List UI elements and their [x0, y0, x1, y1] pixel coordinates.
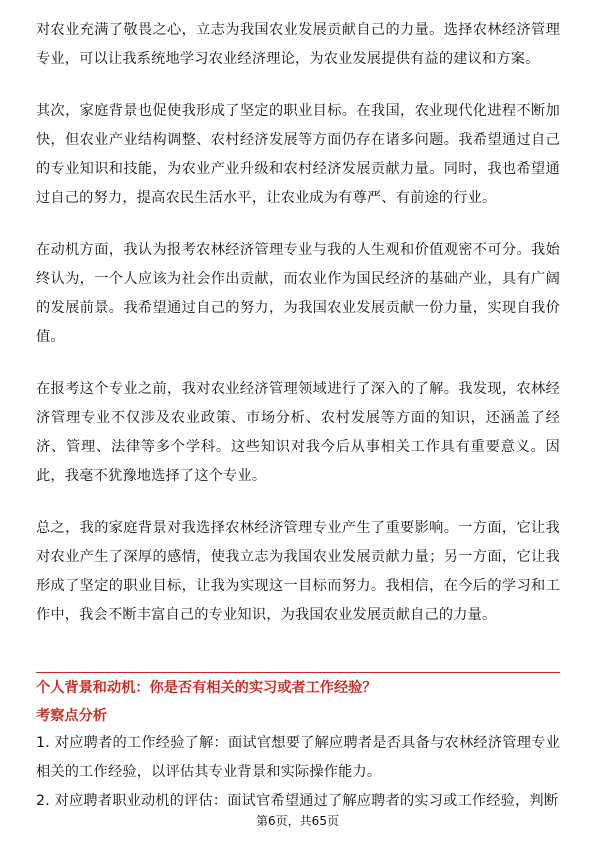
analysis-item-1: 1. 对应聘者的工作经验了解：面试官想要了解应聘者是否具备与农林经济管理专业相关的工作经验，以评估其专业背景和实际操作能力。 [36, 735, 560, 780]
body-text [36, 16, 560, 630]
analysis-item-2: 2. 对应聘者职业动机的评估：面试官希望通过了解应聘者的实习或工作经验，判断 [36, 793, 559, 809]
paragraph-5: 总之，我的家庭背景对我选择农林经济管理专业产生了重要影响。一方面，它让我对农业产生了深厚的感情，使我立志为我国农业发展贡献力量；另一方面，它让我形成了坚定的职业目标，让我为实现这一目标而努力。我相信，在今后的学习和工作中，我会不断丰富自己的专业知识，为我国农业发展贡献自己的力量。 [36, 520, 560, 623]
question-section [36, 672, 560, 816]
paragraph-4: 在报考这个专业之前，我对农业经济管理领域进行了深入的了解。我发现，农林经济管理专业不仅涉及农业政策、市场分析、农村发展等方面的知识，还涵盖了经济、管理、法律等多个学科。这些知识对我今后从事相关工作具有重要意义。因此，我毫不犹豫地选择了这个专业。 [36, 381, 560, 484]
paragraph-1: 对农业充满了敬畏之心，立志为我国农业发展贡献自己的力量。选择农林经济管理专业，可以让我系统地学习农业经济理论，为农业发展提供有益的建议和方案。 [36, 22, 560, 67]
analysis-heading: 考察点分析 [36, 708, 107, 724]
paragraph-3: 在动机方面，我认为报考农林经济管理专业与我的人生观和价值观密不可分。我始终认为，一个人应该为社会作出贡献，而农业作为国民经济的基础产业，具有广阔的发展前景。我希望通过自己的努力，为我国农业发展贡献一份力量，实现自我价值。 [36, 242, 560, 345]
paragraph-2: 其次，家庭背景也促使我形成了坚定的职业目标。在我国，农业现代化进程不断加快，但农业产业结构调整、农村经济发展等方面仍存在诸多问题。我希望通过自己的专业知识和技能，为农业产业升级和农村经济发展贡献力量。同时，我也希望通过自己的努力，提高农民生活水平，让农业成为有尊严、有前途的行业。 [36, 103, 560, 206]
page-footer: 第6页，共65页 [256, 814, 339, 828]
question-heading: 个人背景和动机：你是否有相关的实习或者工作经验？ [36, 680, 377, 696]
